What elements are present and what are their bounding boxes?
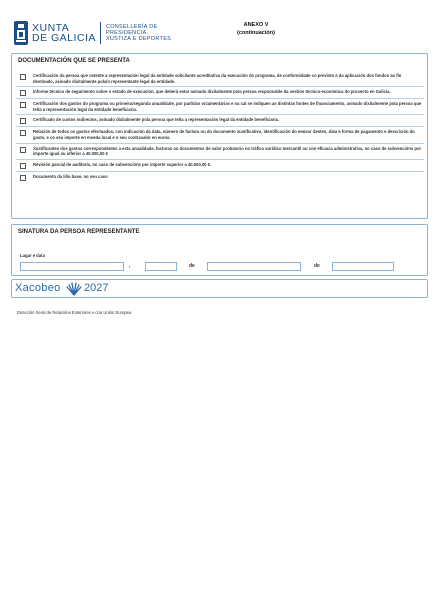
comma-separator: , xyxy=(129,263,131,269)
de-separator-2: de xyxy=(314,263,320,269)
annex-subtitle: (continuación) xyxy=(237,30,275,36)
logo-line-2: DE GALICIA xyxy=(32,32,96,44)
logo-line-1: XUNTA xyxy=(32,22,70,34)
xacobeo-year: 2027 xyxy=(84,282,109,294)
doc-item-text: Revisión parcial de auditoría, no caso de subvencións por importe superior a 40.000,00 €. xyxy=(33,161,212,167)
doc-checkbox[interactable] xyxy=(20,102,26,108)
page-header xyxy=(14,19,428,47)
doc-checkbox[interactable] xyxy=(20,90,26,96)
doc-item-text: Certificación dos gastos do programa ou primeira/segunda anualidade, por partidas orzamentarias e na cal se indiquen as distintas fontes de financiamento, asinado dixitalmente pola persoa que teña a representación legal da entidade beneficiaria. xyxy=(33,101,422,112)
doc-item-text: Documento da liña base, no seu caso xyxy=(33,173,108,179)
doc-item xyxy=(16,160,424,172)
doc-item xyxy=(16,87,424,99)
xacobeo-shell-icon xyxy=(66,282,82,296)
de-separator-1: de xyxy=(189,263,195,269)
doc-item-text: Certificación da persoa que ostente a representación legal da entidade solicitante acreditativa da execución do programa, de conformidade co previsto e da aplicación dos fondos ao fin destinado, asinado dixitalmente pola/o representante legal da entidade. xyxy=(33,73,402,84)
day-field[interactable] xyxy=(145,262,177,271)
doc-checkbox[interactable] xyxy=(20,175,26,181)
conselleria-line-1: CONSELLERÍA DE xyxy=(105,24,158,30)
doc-item xyxy=(16,115,424,127)
xunta-logo xyxy=(14,19,194,47)
annex-heading xyxy=(226,21,286,37)
doc-item xyxy=(16,172,424,183)
signature-section xyxy=(11,224,428,276)
doc-item-text: Informe técnico de seguimento sobre o estado de execución, que deberá estar asinado dixitalmente pola persoa responsable da xestión técnico-económica do proxecto en Galicia. xyxy=(33,89,391,95)
place-date-label: Lugar e data xyxy=(20,253,45,258)
doc-item-text: Xustificantes dos gastos correspondentes a esta anualidade, facturas ou documentos de valor probatorio no tráfico xurídico mercantil ou con eficacia administrativa, no caso de subvencións por importe igual ou inferior a 40.000,00 € xyxy=(33,145,422,157)
conselleria-name xyxy=(106,24,171,42)
doc-item xyxy=(16,144,424,160)
annex-title: ANEXO V xyxy=(243,22,269,28)
year-field[interactable] xyxy=(332,262,394,271)
month-field[interactable] xyxy=(207,262,301,271)
doc-checkbox[interactable] xyxy=(20,147,26,153)
logo-divider xyxy=(100,22,101,44)
xacobeo-brand: Xacobeo xyxy=(15,282,61,294)
place-field[interactable] xyxy=(20,262,124,271)
signature-title: SINATURA DA PERSOA REPRESENTANTE xyxy=(18,229,140,235)
documentation-title: DOCUMENTACIÓN QUE SE PRESENTA xyxy=(18,58,130,64)
documentation-section xyxy=(11,53,428,219)
conselleria-line-3: XUSTIZA E DEPORTES xyxy=(105,36,172,42)
doc-item-text: Certificado de custos indirectos, asinado dixitalmente pola persoa que teña a representación legal da entidade beneficiaria. xyxy=(33,117,279,123)
doc-checkbox[interactable] xyxy=(20,118,26,124)
xunta-wordmark xyxy=(32,23,96,43)
documentation-list xyxy=(16,71,424,183)
doc-checkbox[interactable] xyxy=(20,163,26,169)
doc-checkbox[interactable] xyxy=(20,130,26,136)
doc-item xyxy=(16,71,424,87)
doc-item xyxy=(16,127,424,143)
xacobeo-banner xyxy=(11,279,428,298)
doc-checkbox[interactable] xyxy=(20,74,26,80)
conselleria-line-2: PRESIDENCIA, xyxy=(105,30,149,36)
galicia-crest-icon xyxy=(14,21,28,45)
footer-text: Dirección Xeral de Relacións Exteriores e coa Unión Europea xyxy=(17,310,132,315)
doc-item-text: Relación de todos os gastos efectuados, con indicación da data, número de factura ou do documento xustificativo, identificación do emisor destes, data e forma de pagamento e descrición do gasto, e co seu importe en moeda local e o seu contravalor en euros. xyxy=(33,129,415,140)
doc-item xyxy=(16,99,424,115)
